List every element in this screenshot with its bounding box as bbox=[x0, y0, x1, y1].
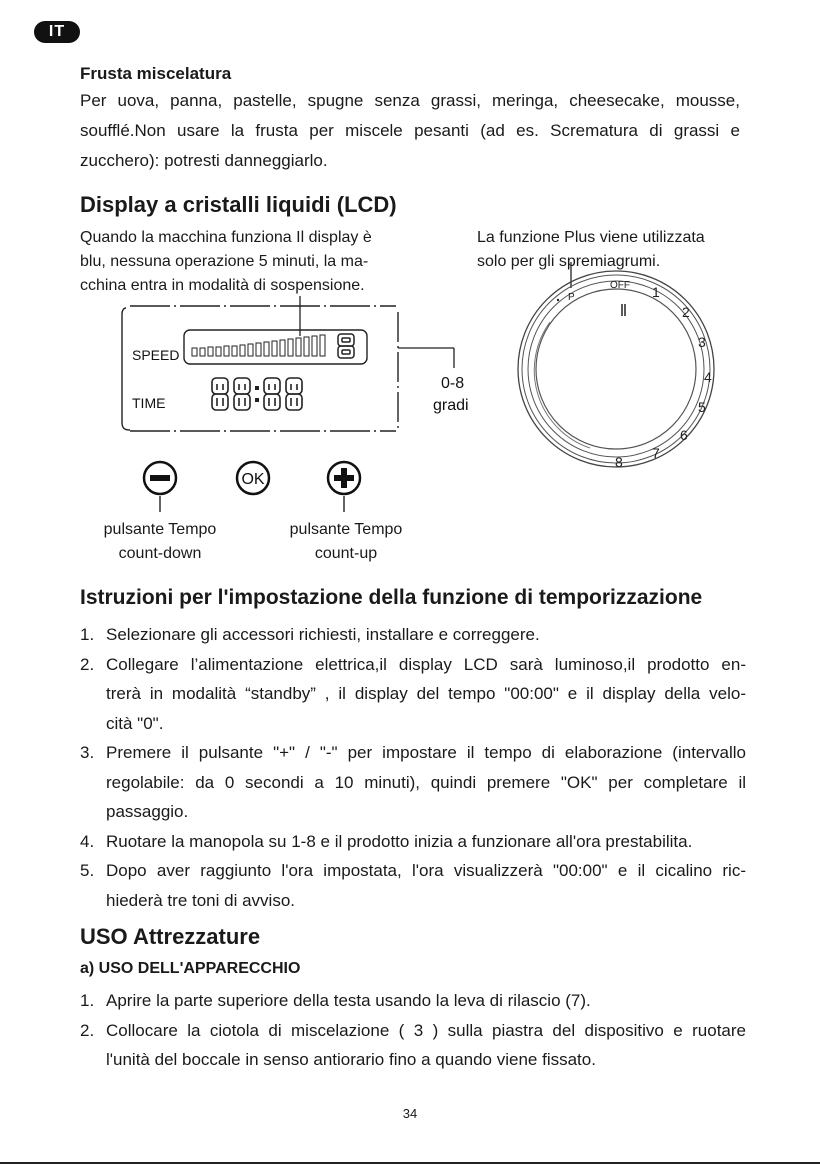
knob-number: 2 bbox=[682, 304, 690, 320]
minus-button-caption bbox=[80, 518, 240, 566]
time-digit bbox=[234, 378, 250, 410]
list-item-line: cità "0". bbox=[106, 713, 164, 733]
list-item-number: 3. bbox=[80, 743, 95, 762]
range-label: 0-8 bbox=[441, 375, 465, 392]
list-item-number: 5. bbox=[80, 861, 95, 880]
whisk-heading: Frusta miscelatura bbox=[80, 64, 232, 83]
speed-label: SPEED bbox=[132, 347, 180, 363]
lcd-description-line: blu, nessuna operazione 5 minuti, la ma- bbox=[80, 253, 369, 270]
knob-number: 6 bbox=[680, 427, 688, 443]
list-item bbox=[80, 620, 746, 650]
list-item bbox=[80, 986, 746, 1016]
list-item-number: 2. bbox=[80, 1020, 95, 1040]
list-item-line: l'unità del boccale in senso antiorario fino a quando viene fissato. bbox=[106, 1050, 596, 1069]
language-badge: IT bbox=[34, 21, 80, 43]
time-colon bbox=[255, 386, 259, 402]
list-item-line: trerà in modalità “standby” , il display del tempo "00:00" e il display della velo- bbox=[106, 684, 746, 703]
list-item-line: Collegare l’alimentazione elettrica,il display LCD sarà luminoso,il prodotto en- bbox=[106, 654, 746, 674]
whisk-paragraph bbox=[80, 86, 740, 176]
list-item-line: Collocare la ciotola di miscelazione ( 3 ) sulla piastra del dispositivo e ruotare bbox=[106, 1020, 746, 1040]
list-item-line: Ruotare la manopola su 1-8 e il prodotto inizia a funzionare all'ora prestabilita. bbox=[106, 831, 693, 851]
lcd-description-line: Quando la macchina funziona Il display è bbox=[80, 229, 372, 246]
knob-number: 4 bbox=[704, 369, 712, 385]
knob-p-label: P bbox=[568, 292, 575, 303]
speed-bar-segments bbox=[192, 335, 325, 356]
ok-button-icon bbox=[237, 462, 269, 494]
list-item bbox=[80, 1016, 746, 1075]
knob-inner-ring bbox=[536, 289, 696, 449]
speed-digit-8 bbox=[338, 334, 354, 358]
plus-button-icon bbox=[328, 462, 360, 494]
uso-instructions-list bbox=[80, 986, 746, 1075]
list-item-line: passaggio. bbox=[106, 802, 189, 821]
caption-line: count-up bbox=[314, 545, 378, 562]
lcd-section-heading: Display a cristalli liquidi (LCD) bbox=[80, 192, 397, 217]
list-item-number: 1. bbox=[80, 625, 95, 644]
caption-line: pulsante Tempo bbox=[289, 521, 403, 538]
plus-note-line: solo per gli spremiagrumi. bbox=[477, 253, 661, 270]
list-item bbox=[80, 650, 746, 739]
footer-divider bbox=[0, 1162, 820, 1164]
list-item bbox=[80, 856, 746, 915]
minus-button-icon bbox=[144, 462, 176, 494]
caption-line: pulsante Tempo bbox=[103, 521, 217, 538]
list-item bbox=[80, 827, 746, 857]
knob-number: 3 bbox=[698, 334, 706, 350]
ok-button-label: OK bbox=[241, 471, 265, 488]
lcd-frame-left bbox=[122, 308, 130, 430]
lcd-description-line: cchina entra in modalità di sospensione. bbox=[80, 277, 365, 294]
list-item-line: Aprire la parte superiore della testa usando la leva di rilascio (7). bbox=[106, 991, 591, 1010]
knob-number: 7 bbox=[652, 445, 660, 461]
whisk-line: zucchero): potresti danneggiarlo. bbox=[80, 151, 328, 170]
caption-line: count-down bbox=[118, 545, 202, 562]
whisk-line: soufflé.Non usare la frusta per miscele pesanti (ad es. Scrematura di grassi e bbox=[80, 121, 740, 140]
timer-instructions-list bbox=[80, 620, 746, 915]
list-item-line: regolabile: da 0 secondi a 10 minuti), quindi premere "OK" per completare il bbox=[106, 772, 746, 792]
lcd-description bbox=[80, 226, 418, 298]
range-unit-label: gradi bbox=[433, 397, 469, 414]
timer-section-heading: Istruzioni per l'impostazione della funzione di temporizzazione bbox=[80, 586, 703, 609]
knob-number: 8 bbox=[615, 454, 623, 470]
list-item-line: Dopo aver raggiunto l'ora impostata, l'ora visualizzerà "00:00" e il cicalino ric- bbox=[106, 861, 746, 880]
time-label: TIME bbox=[132, 395, 166, 411]
knob-number: 5 bbox=[698, 399, 706, 415]
list-item-number: 2. bbox=[80, 654, 95, 674]
knob-inner-arc bbox=[534, 322, 590, 448]
list-item-line: hiederà tre toni di avviso. bbox=[106, 890, 295, 910]
list-item-line: Premere il pulsante "+" / "-" per impostare il tempo di elaborazione (intervallo bbox=[106, 743, 746, 762]
plus-note-line: La funzione Plus viene utilizzata bbox=[477, 229, 705, 246]
time-digit bbox=[264, 378, 280, 410]
time-digit bbox=[286, 378, 302, 410]
whisk-line: Per uova, panna, pastelle, spugne senza grassi, meringa, cheesecake, mousse, bbox=[80, 91, 740, 110]
list-item-number: 1. bbox=[80, 991, 95, 1010]
knob-off-label: OFF bbox=[610, 280, 630, 291]
knob-ring-3 bbox=[528, 281, 704, 457]
plus-button-caption bbox=[266, 518, 426, 566]
list-item-number: 4. bbox=[80, 831, 95, 851]
speed-knob-dial bbox=[500, 262, 740, 482]
time-digit bbox=[212, 378, 228, 410]
list-item bbox=[80, 738, 746, 827]
list-item-line: Selezionare gli accessori richiesti, installare e correggere. bbox=[106, 625, 540, 644]
page-number: 34 bbox=[402, 1106, 418, 1121]
time-display bbox=[212, 378, 302, 410]
knob-number: 1 bbox=[652, 284, 660, 300]
knob-dot bbox=[557, 299, 559, 301]
uso-subheading: a) USO DELL'APPARECCHIO bbox=[80, 960, 301, 977]
uso-section-heading: USO Attrezzature bbox=[80, 924, 261, 949]
